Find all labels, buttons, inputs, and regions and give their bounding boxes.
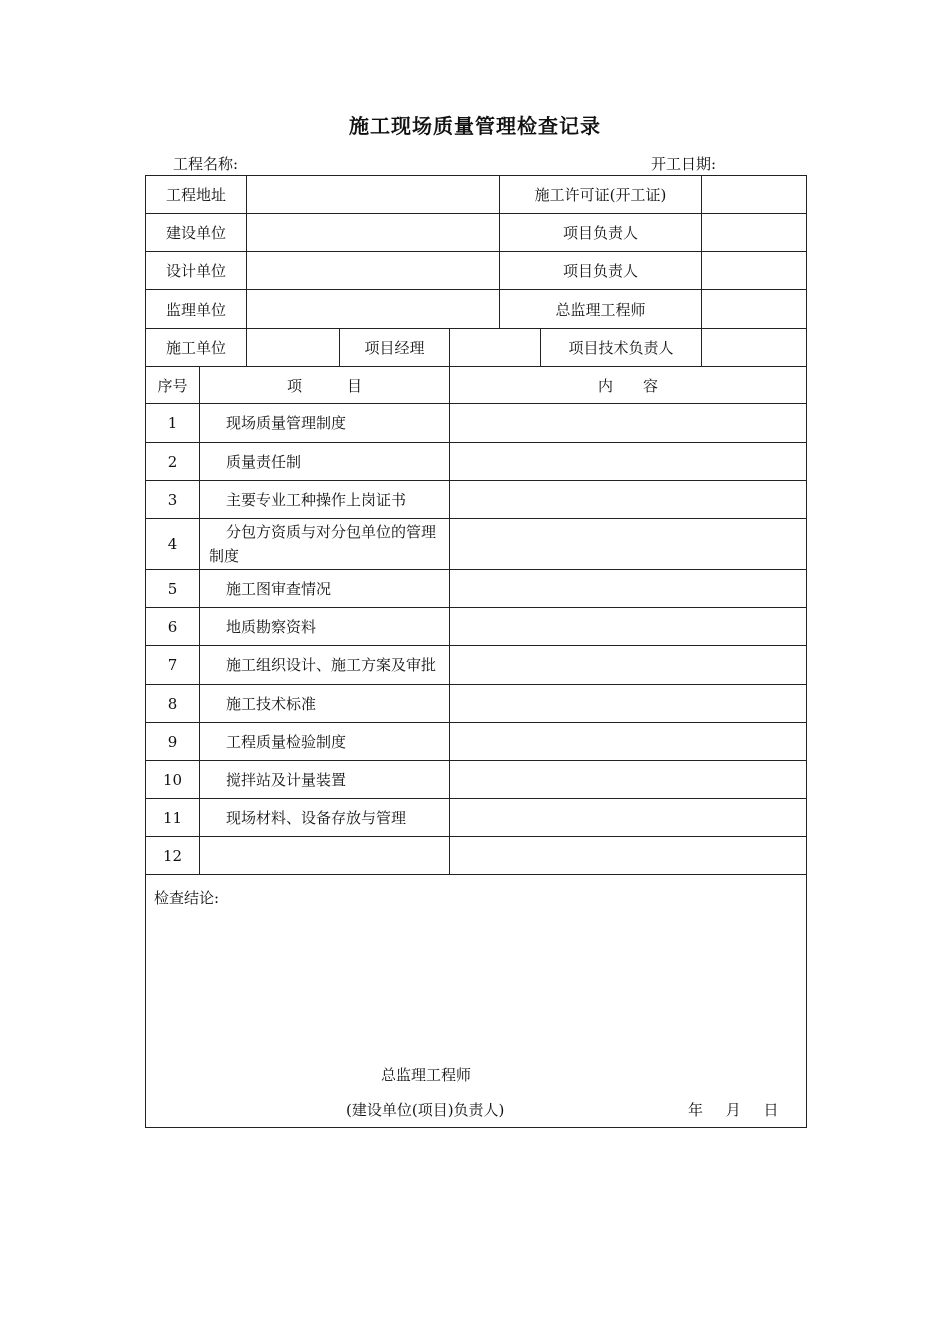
project-name-label: 工程名称: bbox=[173, 155, 239, 173]
row-no: 3 bbox=[146, 481, 200, 519]
address-label: 工程地址 bbox=[146, 176, 247, 214]
row-no: 12 bbox=[146, 837, 200, 875]
row-content[interactable] bbox=[450, 799, 807, 837]
items-header-row bbox=[146, 367, 807, 404]
chief-supervisor-field[interactable] bbox=[702, 290, 807, 329]
row-no: 7 bbox=[146, 646, 200, 685]
table-row bbox=[146, 837, 807, 875]
info-row-owner bbox=[146, 214, 807, 252]
design-pm-label: 项目负责人 bbox=[500, 252, 702, 290]
pm-label: 项目经理 bbox=[340, 329, 450, 367]
row-no: 10 bbox=[146, 761, 200, 799]
row-item: 搅拌站及计量装置 bbox=[200, 761, 450, 799]
address-field[interactable] bbox=[247, 176, 500, 214]
owner-field[interactable] bbox=[247, 214, 500, 252]
header-content: 内 容 bbox=[450, 367, 807, 404]
owner-pm-label: 项目负责人 bbox=[500, 214, 702, 252]
table-row bbox=[146, 570, 807, 608]
row-no: 9 bbox=[146, 723, 200, 761]
row-item: 工程质量检验制度 bbox=[200, 723, 450, 761]
row-no: 5 bbox=[146, 570, 200, 608]
row-item: 施工组织设计、施工方案及审批 bbox=[200, 646, 450, 685]
table-row bbox=[146, 608, 807, 646]
row-no: 4 bbox=[146, 519, 200, 570]
page-title: 施工现场质量管理检查记录 bbox=[349, 114, 601, 138]
row-no: 8 bbox=[146, 685, 200, 723]
row-content[interactable] bbox=[450, 481, 807, 519]
start-date-label: 开工日期: bbox=[651, 155, 717, 173]
info-row-contractor bbox=[146, 329, 807, 367]
table-row bbox=[146, 443, 807, 481]
row-content[interactable] bbox=[450, 404, 807, 443]
table-row bbox=[146, 685, 807, 723]
tech-lead-field[interactable] bbox=[702, 329, 807, 367]
row-item: 分包方资质与对分包单位的管理制度 bbox=[200, 519, 450, 570]
tech-lead-label: 项目技术负责人 bbox=[541, 329, 702, 367]
permit-field[interactable] bbox=[702, 176, 807, 214]
owner-label: 建设单位 bbox=[146, 214, 247, 252]
chief-supervisor-label: 总监理工程师 bbox=[500, 290, 702, 329]
row-no: 11 bbox=[146, 799, 200, 837]
row-content[interactable] bbox=[450, 570, 807, 608]
conclusion-row bbox=[146, 875, 807, 1128]
table-row bbox=[146, 481, 807, 519]
row-content[interactable] bbox=[450, 837, 807, 875]
info-row-design bbox=[146, 252, 807, 290]
row-content[interactable] bbox=[450, 685, 807, 723]
permit-label: 施工许可证(开工证) bbox=[500, 176, 702, 214]
row-no: 2 bbox=[146, 443, 200, 481]
conclusion-label: 检查结论: bbox=[154, 889, 220, 907]
row-item bbox=[200, 837, 450, 875]
row-content[interactable] bbox=[450, 761, 807, 799]
pm-field[interactable] bbox=[450, 329, 541, 367]
design-label: 设计单位 bbox=[146, 252, 247, 290]
table-row bbox=[146, 519, 807, 570]
header-no: 序号 bbox=[146, 367, 200, 404]
table-row bbox=[146, 761, 807, 799]
row-no: 1 bbox=[146, 404, 200, 443]
chief-supervisor-signature-label: 总监理工程师 bbox=[381, 1066, 472, 1084]
info-row-address bbox=[146, 176, 807, 214]
contractor-label: 施工单位 bbox=[146, 329, 247, 367]
contractor-field[interactable] bbox=[247, 329, 340, 367]
design-pm-field[interactable] bbox=[702, 252, 807, 290]
design-field[interactable] bbox=[247, 252, 500, 290]
row-content[interactable] bbox=[450, 608, 807, 646]
table-row bbox=[146, 723, 807, 761]
row-item: 现场质量管理制度 bbox=[200, 404, 450, 443]
row-item: 现场材料、设备存放与管理 bbox=[200, 799, 450, 837]
row-content[interactable] bbox=[450, 443, 807, 481]
info-row-supervision bbox=[146, 290, 807, 329]
row-item: 施工图审查情况 bbox=[200, 570, 450, 608]
table-row bbox=[146, 799, 807, 837]
supervision-field[interactable] bbox=[247, 290, 500, 329]
row-item: 地质勘察资料 bbox=[200, 608, 450, 646]
row-content[interactable] bbox=[450, 519, 807, 570]
conclusion-cell[interactable] bbox=[146, 875, 807, 1128]
header-item: 项 目 bbox=[200, 367, 450, 404]
row-content[interactable] bbox=[450, 723, 807, 761]
supervision-label: 监理单位 bbox=[146, 290, 247, 329]
owner-representative-label: (建设单位(项目)负责人) bbox=[346, 1101, 505, 1119]
date-label: 年 月 日 bbox=[688, 1101, 779, 1119]
row-item: 施工技术标准 bbox=[200, 685, 450, 723]
row-item: 质量责任制 bbox=[200, 443, 450, 481]
row-item: 主要专业工种操作上岗证书 bbox=[200, 481, 450, 519]
table-row bbox=[146, 404, 807, 443]
row-no: 6 bbox=[146, 608, 200, 646]
inspection-form bbox=[145, 175, 807, 1128]
table-row bbox=[146, 646, 807, 685]
row-content[interactable] bbox=[450, 646, 807, 685]
owner-pm-field[interactable] bbox=[702, 214, 807, 252]
